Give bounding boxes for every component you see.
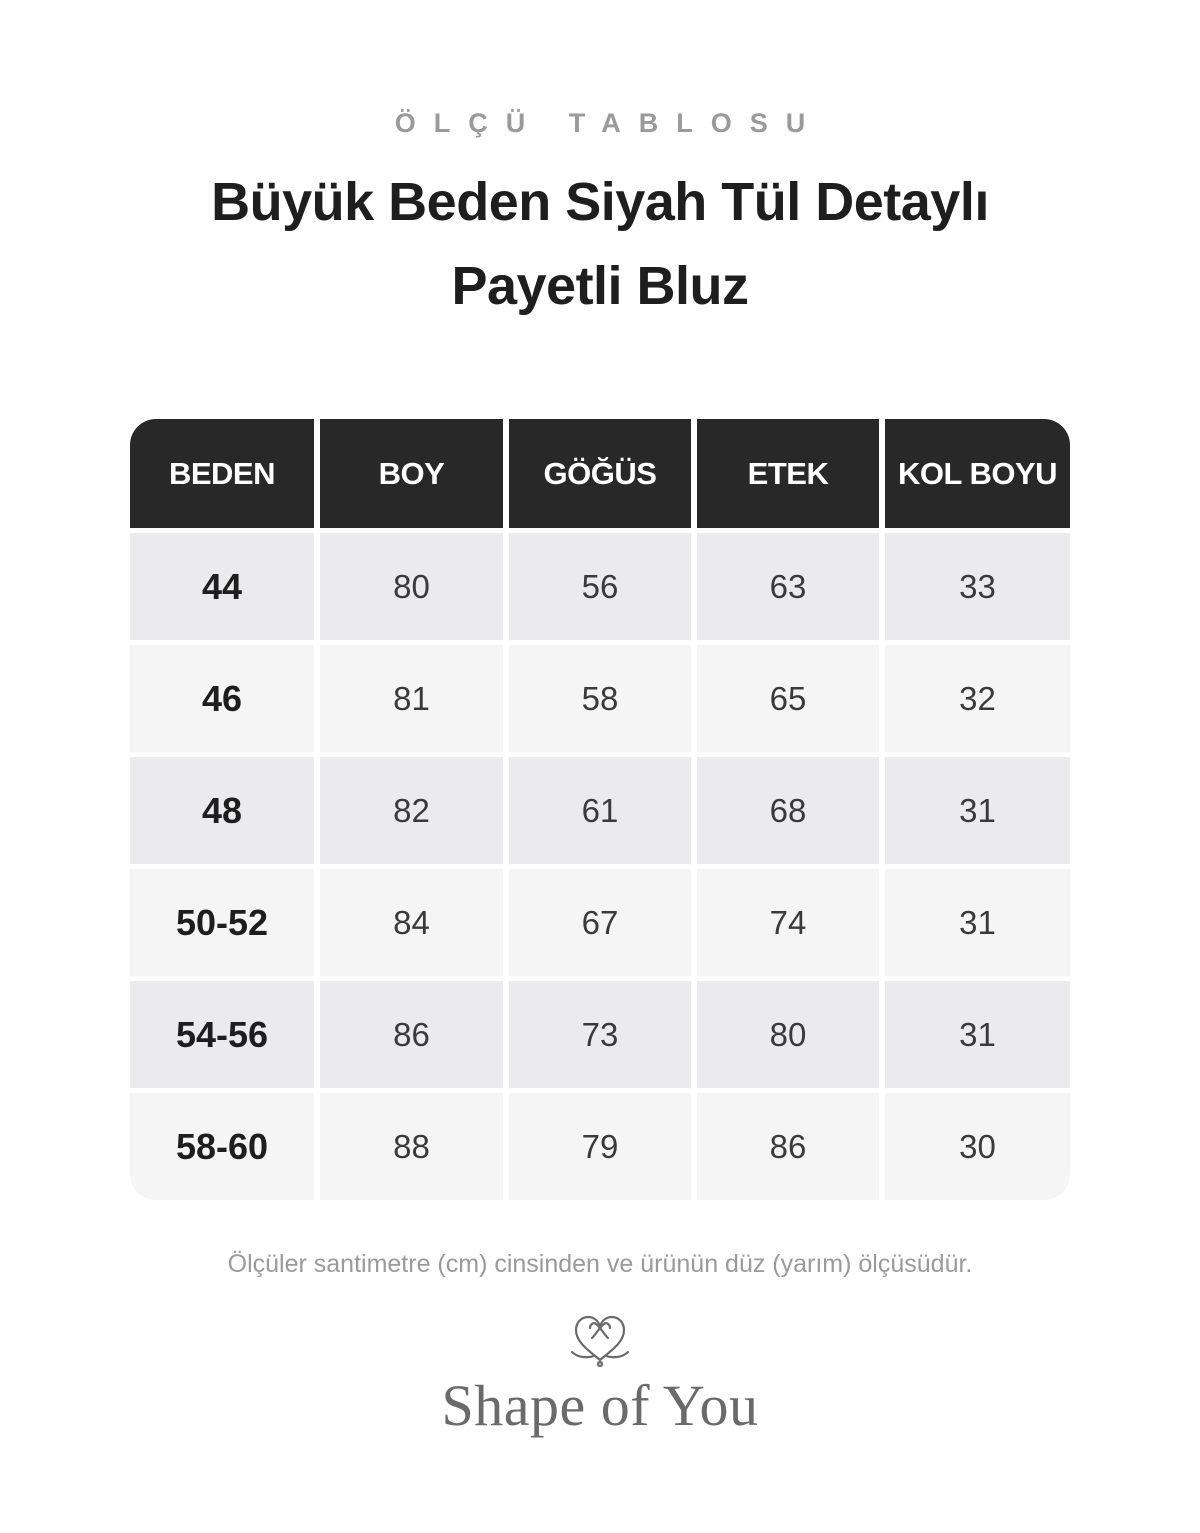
size-cell: 50-52	[130, 869, 320, 981]
gogus-cell: 73	[509, 981, 697, 1093]
boy-cell: 80	[320, 533, 509, 645]
kol-boyu-cell: 32	[885, 645, 1070, 757]
page-title	[150, 160, 1050, 328]
size-cell: 44	[130, 533, 320, 645]
section-eyebrow: ÖLÇÜ TABLOSU	[394, 108, 824, 138]
header-etek: ETEK	[697, 419, 885, 533]
etek-cell: 86	[697, 1093, 885, 1200]
double-heart-logo-icon	[568, 1312, 632, 1370]
measurement-note: Ölçüler santimetre (cm) cinsinden ve ürünün düz (yarım) ölçüsüdür.	[227, 1250, 973, 1278]
size-cell: 58-60	[130, 1093, 320, 1200]
etek-cell: 74	[697, 869, 885, 981]
gogus-cell: 67	[509, 869, 697, 981]
boy-cell: 82	[320, 757, 509, 869]
size-chart-table	[130, 419, 1070, 1200]
header-gogus: GÖĞÜS	[509, 419, 697, 533]
kol-boyu-cell: 33	[885, 533, 1070, 645]
kol-boyu-cell: 31	[885, 981, 1070, 1093]
brand-wordmark: Shape of You	[441, 1373, 759, 1438]
kol-boyu-cell: 31	[885, 757, 1070, 869]
gogus-cell: 56	[509, 533, 697, 645]
table-row	[130, 869, 1070, 981]
kol-boyu-cell: 31	[885, 869, 1070, 981]
gogus-cell: 61	[509, 757, 697, 869]
gogus-cell: 58	[509, 645, 697, 757]
boy-cell: 81	[320, 645, 509, 757]
table-header-row	[130, 419, 1070, 533]
kol-boyu-cell: 30	[885, 1093, 1070, 1200]
etek-cell: 63	[697, 533, 885, 645]
table-row	[130, 1093, 1070, 1200]
etek-cell: 65	[697, 645, 885, 757]
size-cell: 46	[130, 645, 320, 757]
header-boy: BOY	[320, 419, 509, 533]
table-row	[130, 981, 1070, 1093]
header-beden: BEDEN	[130, 419, 320, 533]
table-row	[130, 757, 1070, 869]
table-row	[130, 533, 1070, 645]
gogus-cell: 79	[509, 1093, 697, 1200]
etek-cell: 80	[697, 981, 885, 1093]
table-row	[130, 645, 1070, 757]
boy-cell: 84	[320, 869, 509, 981]
etek-cell: 68	[697, 757, 885, 869]
size-cell: 54-56	[130, 981, 320, 1093]
size-cell: 48	[130, 757, 320, 869]
page-title-line-1: Büyük Beden Siyah Tül Detaylı	[211, 172, 989, 232]
header-kol-boyu: KOL BOYU	[885, 419, 1070, 533]
boy-cell: 86	[320, 981, 509, 1093]
page-title-line-2: Payetli Bluz	[451, 256, 749, 316]
boy-cell: 88	[320, 1093, 509, 1200]
